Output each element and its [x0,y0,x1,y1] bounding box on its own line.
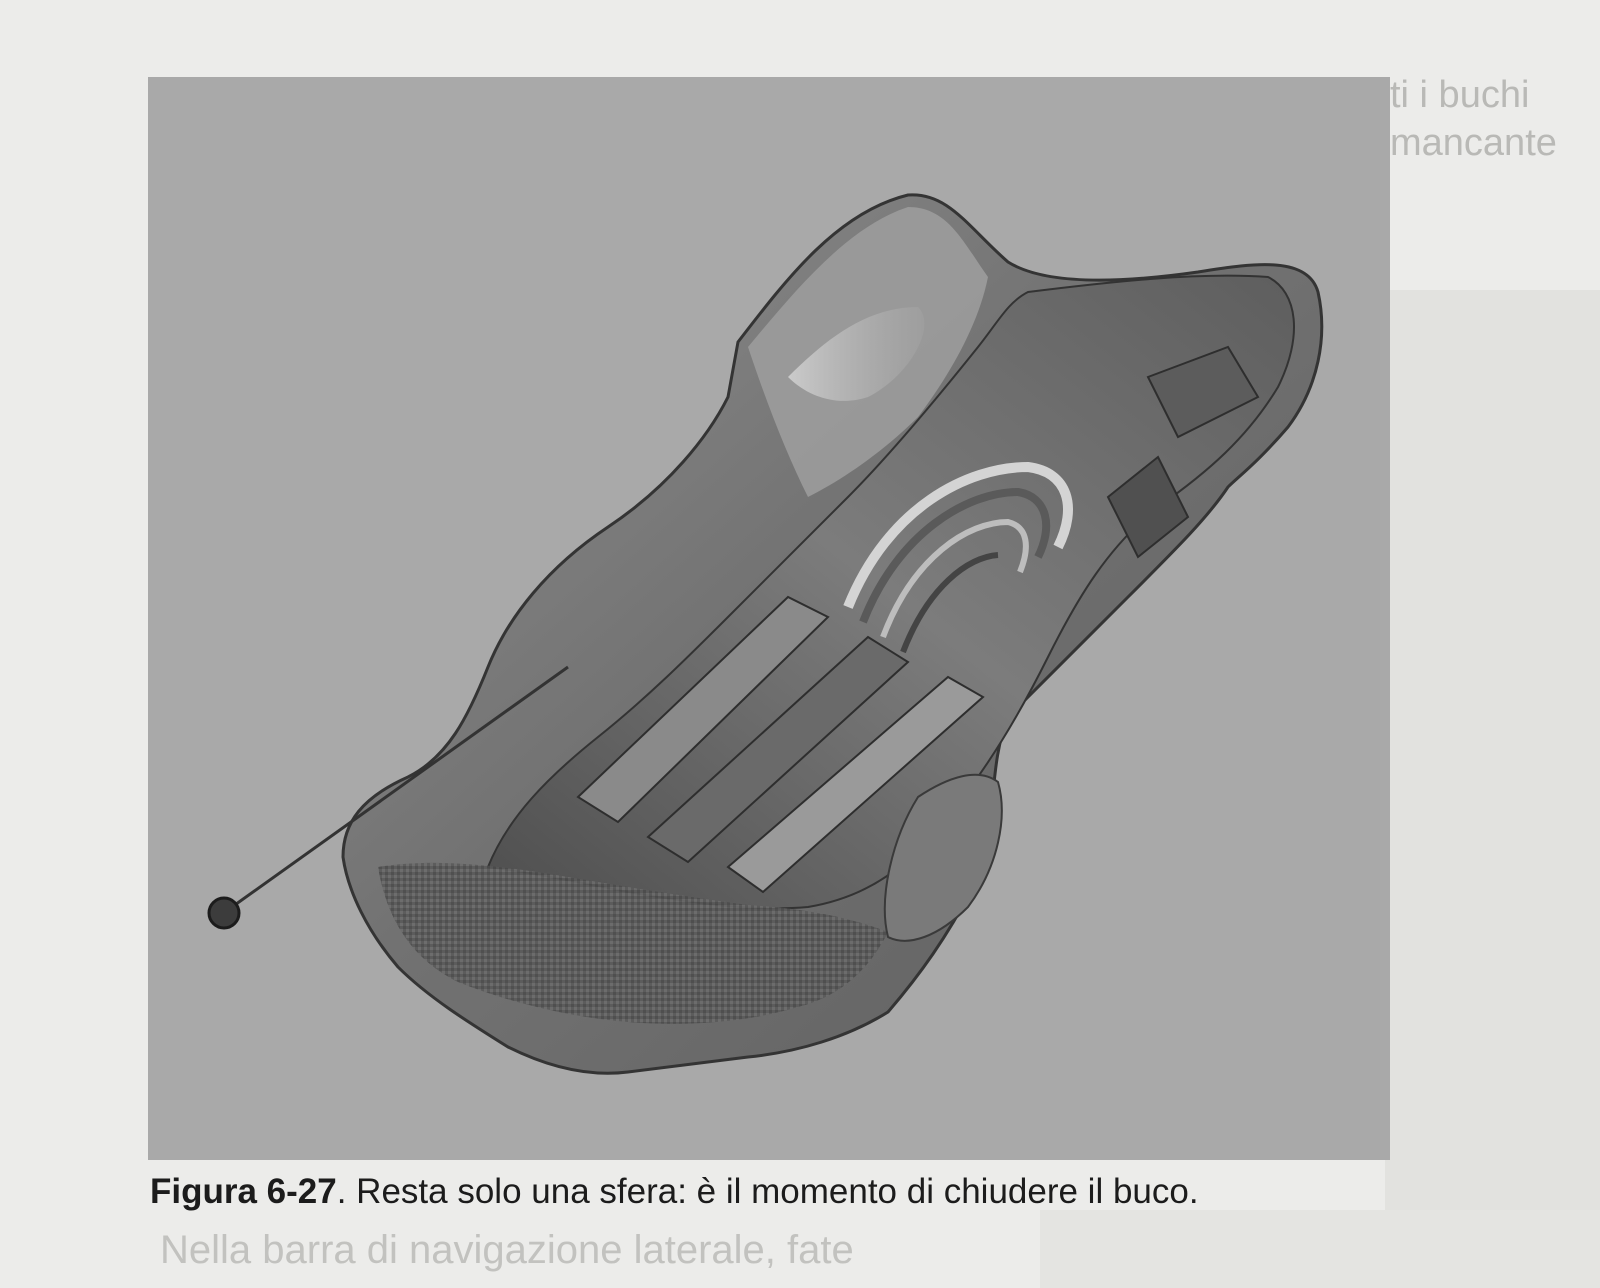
mesh-sphere [209,898,239,928]
caption-text: . Resta solo una sfera: è il momento di chiudere il buco. [336,1172,1199,1211]
figure-render [148,77,1390,1160]
background-text-line-3: Nella barra di navigazione laterale, fate [160,1228,854,1272]
background-text-line-2: mancante [1390,122,1557,164]
page-background-bottom [1040,1210,1600,1288]
background-text-line-1: ti i buchi [1390,74,1530,116]
mesh-illustration [148,77,1390,1160]
caption-label: Figura 6-27 [150,1172,337,1211]
figure-caption [150,1172,1199,1212]
page-background-right [1385,290,1600,1288]
